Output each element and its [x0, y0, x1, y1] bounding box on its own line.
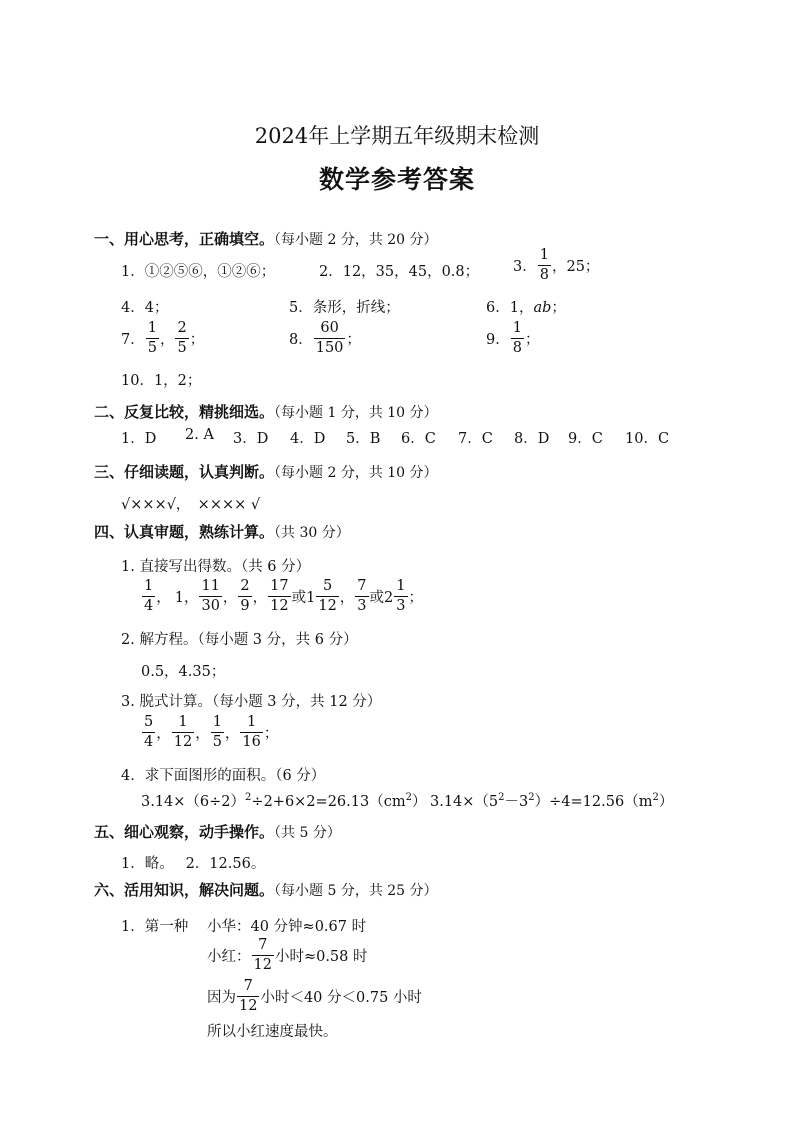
or-text: 或2: [369, 589, 394, 606]
exponent: 2: [405, 792, 412, 804]
exponent: 2: [245, 792, 252, 804]
fraction: [240, 715, 262, 749]
denominator: 150: [315, 339, 344, 356]
denominator: 3: [396, 597, 406, 614]
numerator: 1: [146, 321, 159, 339]
fraction: [142, 579, 155, 613]
s4-q4-answer-1: [141, 790, 426, 811]
s6-q1-line-4: 所以小红速度最快。: [207, 1024, 338, 1040]
s1-answer-2: 2．12，35，45，0.8；: [319, 264, 480, 280]
numerator: 2: [238, 579, 251, 597]
s1-answer-1: 1．①②⑤⑥，①②⑥；: [121, 264, 276, 280]
numerator: 7: [237, 979, 259, 997]
exponent: 2: [528, 792, 535, 804]
denominator: 5: [212, 733, 222, 750]
section-4-heading: [94, 521, 350, 542]
section-heading-text: 三、仔细读题，认真判断。: [94, 463, 275, 481]
fraction: [237, 979, 259, 1013]
section-note: （每小题 5 分，共 25 分）: [274, 883, 438, 899]
s1-answer-5: 5．条形，折线；: [289, 300, 400, 316]
fraction: [211, 715, 224, 749]
section-1-heading: [94, 228, 438, 249]
s2-answer-1: 1．D: [121, 431, 157, 447]
section-6-heading: [94, 879, 438, 900]
s4-q2-answer: 0.5，4.35；: [141, 664, 226, 680]
numerator: 7: [252, 938, 274, 956]
answer-prefix: 6．1，: [486, 300, 534, 316]
answer-suffix: ，25；: [551, 258, 600, 275]
numerator: 1: [240, 715, 262, 733]
numerator: 2: [175, 321, 188, 339]
text-part: 小时≈0.58 时: [274, 948, 368, 965]
s3-answer: √×××√， ×××× √: [121, 497, 261, 513]
numerator: 1: [394, 579, 407, 597]
s2-answer-4: 4．D: [290, 431, 326, 447]
end-mark: ；: [408, 589, 423, 606]
answer-prefix: 7．: [121, 331, 145, 348]
denominator: 30: [201, 597, 220, 614]
fraction: [238, 579, 251, 613]
exponent: 2: [652, 792, 659, 804]
formula-part: 3.14×（6÷2）: [141, 794, 246, 810]
s6-q1-label: 1．第一种: [121, 919, 189, 935]
s2-answer-3: 3．D: [233, 431, 269, 447]
answer-suffix: ；: [346, 331, 361, 348]
section-2-heading: [94, 401, 438, 422]
variable-ab: ab: [533, 300, 552, 316]
fraction: [142, 715, 155, 749]
denominator: 4: [144, 597, 154, 614]
s4-question-4: 4．求下面图形的面积。（6 分）: [121, 768, 326, 784]
fraction: [316, 579, 338, 613]
text-part: 小时＜40 分＜0.75 小时: [260, 989, 422, 1006]
numerator: 17: [268, 579, 290, 597]
denominator: 9: [240, 597, 250, 614]
fraction: [199, 579, 221, 613]
denominator: 5: [147, 339, 157, 356]
section-heading-text: 六、活用知识，解决问题。: [94, 881, 275, 899]
section-heading-text: 五、细心观察，动手操作。: [94, 823, 275, 841]
section-note: （每小题 1 分，共 10 分）: [274, 405, 438, 421]
formula-part: ）: [411, 794, 427, 810]
s4-question-3: 3. 脱式计算。（每小题 3 分，共 12 分）: [121, 694, 382, 710]
s4-q1-answers: [141, 579, 423, 613]
s4-q3-answers: [141, 715, 278, 749]
section-heading-text: 四、认真审题，熟练计算。: [94, 523, 275, 541]
denominator: 16: [242, 733, 261, 750]
s4-question-1: 1. 直接写出得数。（共 6 分）: [121, 559, 311, 575]
separator: ，: [339, 589, 355, 606]
fraction: [146, 321, 159, 355]
s2-answer-7: 7．C: [458, 431, 493, 447]
answer-prefix: 8．: [289, 331, 313, 348]
text-part: 小红：: [207, 948, 251, 965]
denominator: 12: [318, 597, 337, 614]
denominator: 3: [357, 597, 367, 614]
denominator: 12: [173, 733, 193, 750]
exponent: 2: [498, 792, 505, 804]
numerator: 5: [316, 579, 338, 597]
s1-answer-3: [513, 248, 599, 282]
fraction: [314, 321, 346, 355]
separator: ，: [224, 725, 240, 742]
denominator: 8: [539, 266, 549, 283]
formula-part: ）: [658, 794, 674, 810]
section-3-heading: [94, 461, 438, 482]
formula-part: －3: [504, 794, 529, 810]
numerator: 1: [172, 715, 194, 733]
fraction: [175, 321, 188, 355]
s1-answer-7: [121, 321, 204, 355]
denominator: 8: [512, 339, 522, 356]
section-note: （共 30 分）: [274, 525, 350, 541]
s4-q4-answer-2: [430, 790, 673, 811]
s1-answer-10: 10．1，2；: [121, 373, 202, 389]
answer-suffix: ；: [524, 331, 540, 348]
text-part: 因为: [207, 989, 236, 1006]
denominator: 12: [239, 997, 258, 1014]
exam-title: 2024年上学期五年级期末检测: [254, 124, 540, 148]
fraction: [172, 715, 194, 749]
value: 1，: [174, 589, 199, 606]
s6-q1-line-3: [207, 979, 422, 1013]
numerator: 1: [142, 579, 155, 597]
numerator: 60: [314, 321, 346, 339]
numerator: 11: [199, 579, 221, 597]
numerator: 1: [538, 248, 551, 266]
s2-answer-10: 10．C: [625, 431, 670, 447]
s2-answer-2: 2. A: [185, 427, 214, 443]
formula-part: 3.14×（5: [430, 794, 499, 810]
answer-suffix: ；: [551, 300, 566, 316]
s1-answer-8: [289, 321, 361, 355]
separator: ，: [252, 589, 268, 606]
section-heading-text: 一、用心思考，正确填空。: [94, 230, 275, 248]
numerator: 1: [511, 321, 524, 339]
separator: ，: [159, 331, 175, 348]
answer-suffix: ；: [189, 331, 205, 348]
separator: ，: [195, 725, 210, 742]
section-5-heading: [94, 821, 341, 842]
fraction: [511, 321, 524, 355]
s5-answer: 1．略。 2．12.56。: [121, 856, 266, 872]
s2-answer-6: 6．C: [401, 431, 436, 447]
separator: ，: [156, 725, 171, 742]
s2-answer-8: 8．D: [514, 431, 550, 447]
numerator: 5: [142, 715, 155, 733]
denominator: 12: [253, 956, 272, 973]
answer-prefix: 3．: [513, 258, 537, 275]
s1-answer-9: [486, 321, 539, 355]
formula-part: ）÷4=12.56（m: [534, 794, 653, 810]
separator: ，: [222, 589, 238, 606]
s2-answer-9: 9．C: [568, 431, 603, 447]
answer-prefix: 9．: [486, 331, 510, 348]
formula-part: ÷2+6×2=26.13（cm: [251, 794, 406, 810]
fraction: [355, 579, 368, 613]
or-text: 或1: [291, 589, 316, 606]
fraction: [252, 938, 274, 972]
answer-key-title: 数学参考答案: [318, 165, 475, 194]
denominator: 12: [270, 597, 289, 614]
s6-q1-line-2: [207, 938, 368, 972]
s2-answer-5: 5．B: [346, 431, 381, 447]
fraction: [268, 579, 290, 613]
s4-question-2: 2. 解方程。（每小题 3 分，共 6 分）: [121, 632, 358, 648]
separator: ，: [156, 589, 171, 606]
section-heading-text: 二、反复比较，精挑细选。: [94, 403, 275, 421]
section-note: （每小题 2 分，共 10 分）: [274, 465, 438, 481]
denominator: 5: [177, 339, 187, 356]
denominator: 4: [144, 733, 154, 750]
s6-q1-line-1: 小华：40 分钟≈0.67 时: [207, 919, 367, 935]
section-note: （共 5 分）: [274, 825, 341, 841]
section-note: （每小题 2 分，共 20 分）: [274, 232, 438, 248]
fraction: [538, 248, 551, 282]
s1-answer-6: [486, 296, 566, 317]
numerator: 7: [355, 579, 368, 597]
numerator: 1: [211, 715, 224, 733]
s1-answer-4: 4．4；: [121, 300, 169, 316]
end-mark: ；: [263, 725, 279, 742]
fraction: [394, 579, 407, 613]
